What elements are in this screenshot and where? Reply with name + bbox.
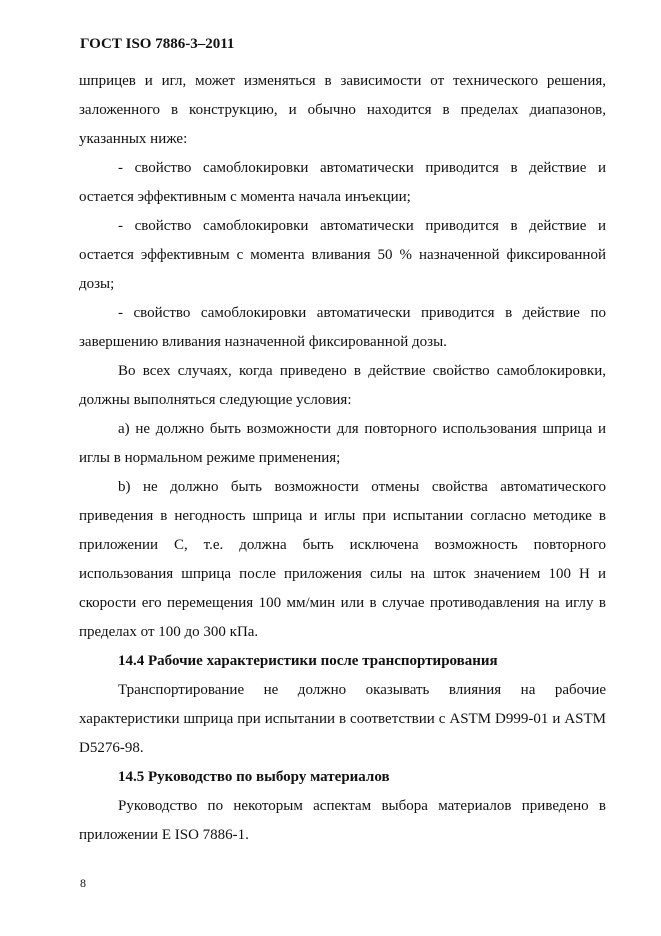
section-14-5-text: Руководство по некоторым аспектам выбора материалов приведено в приложении Е ISO 7886-1.: [79, 798, 606, 843]
paragraph-conditions-intro: Во всех случаях, когда приведено в действие свойство самоблокировки, должны выполняться следующие условия:: [79, 363, 606, 408]
page-number: 8: [80, 876, 86, 890]
list-item-half-dose: - свойство самоблокировки автоматически приводится в действие и остается эффективным с момента вливания 50 % назначенной фиксированной дозы;: [79, 218, 606, 292]
section-14-4-heading: 14.4 Рабочие характеристики после транспортирования: [118, 653, 498, 669]
list-item-injection-start: - свойство самоблокировки автоматически приводится в действие и остается эффективным с момента начала инъекции;: [79, 160, 606, 205]
condition-b: b) не должно быть возможности отмены свойства автоматического приведения в негодность шприца и иглы при испытании согласно методике в приложении С, т.е. должна быть исключена возможность повторного использования шприца после приложения силы на шток значением 100 Н и скорости его перемещения 100 мм/мин или в случае противодавления на иглу в пределах от 100 до 300 кПа.: [79, 479, 606, 640]
document-body: [79, 67, 606, 850]
document-header: ГОСТ ISO 7886-3–2011: [80, 36, 235, 52]
paragraph-continuation: шприцев и игл, может изменяться в зависимости от технического решения, заложенного в конструкцию, и обычно находится в пределах диапазонов, указанных ниже:: [79, 73, 606, 147]
section-14-4-text: Транспортирование не должно оказывать влияния на рабочие характеристики шприца при испытании в соответствии с ASTM D999-01 и ASTM D5276-98.: [79, 682, 606, 756]
list-item-dose-complete: - свойство самоблокировки автоматически приводится в действие по завершению вливания назначенной фиксированной дозы.: [79, 305, 606, 350]
condition-a: a) не должно быть возможности для повторного использования шприца и иглы в нормальном режиме применения;: [79, 421, 606, 466]
section-14-5-heading: 14.5 Руководство по выбору материалов: [118, 769, 390, 785]
